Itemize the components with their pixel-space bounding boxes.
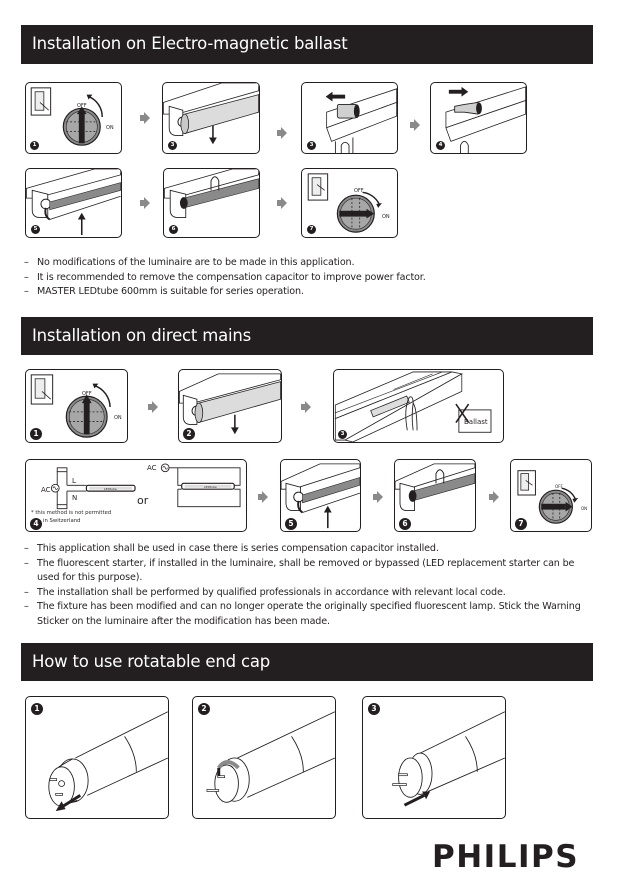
section-title: Installation on Electro-magnetic ballast [32,34,348,54]
next-arrow-icon [140,197,150,209]
live-label: L [72,477,76,485]
insert-tube-illustration [26,169,121,237]
remove-ballast-illustration [334,370,503,442]
dial-off-label: OFF [354,188,364,194]
section-header-end-cap [21,643,593,681]
next-arrow-icon [148,401,158,413]
em-step-4-insert-led-starter [430,82,527,154]
switch-dial-icon [302,169,397,237]
dm-step-6-rotate-tube [394,459,476,532]
em-step-7-switch-on [301,168,398,238]
dm-step-3-remove-ballast [333,369,504,443]
rotate-tube-illustration [164,169,259,237]
neutral-label: N [72,494,78,502]
section-header-em-ballast [21,25,593,64]
or-label: or [137,494,149,507]
endcap-step-2-rotate [192,696,336,819]
tube-label: LEDtube [104,487,117,491]
step-badge: 1 [30,141,39,150]
step-badge: 4 [30,518,42,530]
ac-label: AC [147,464,157,472]
dm-step-2-remove-tube [178,369,282,443]
em-ballast-notes [24,256,599,300]
endcap-step-1-pull [25,696,169,819]
section-title: How to use rotatable end cap [32,651,271,671]
step-badge: 1 [30,428,42,440]
step-badge: 3 [338,430,347,439]
section-header-direct-mains [21,317,593,355]
dm-step-1-switch-off [25,369,128,443]
next-arrow-icon [258,491,268,503]
dm-step-4-wiring-diagram [25,459,247,532]
step-badge: 3 [368,703,380,715]
remove-tube-illustration [163,83,259,153]
dm-step-5-insert-ledtube [280,459,361,532]
endcap-pull-illustration [26,697,168,818]
next-arrow-icon [410,119,420,131]
step-badge: 5 [285,518,297,530]
step-badge: 2 [183,428,195,440]
dial-on-label: ON [114,415,122,421]
step-badge: 4 [436,141,445,150]
note-item: – The fixture has been modified and can no longer operate the originally specified fluorescent lamp. Stick the Warning Sticker on the luminaire after the modification has been made. [24,600,599,629]
note-item: – The installation shall be performed by qualified professionals in accordance with relevant local code. [24,586,599,601]
step-badge: 5 [31,225,40,234]
switch-dial-icon [26,83,121,153]
next-arrow-icon [277,197,287,209]
direct-mains-notes [24,542,599,630]
em-step-3-remove-starter [301,82,398,154]
next-arrow-icon [489,491,499,503]
endcap-step-3-push [362,696,506,819]
note-item: – It is recommended to remove the compensation capacitor to improve power factor. [24,271,599,286]
step-badge: 1 [31,703,43,715]
ac-label: AC [41,486,51,494]
endcap-push-illustration [363,697,505,818]
next-arrow-icon [373,491,383,503]
philips-logo: PHILIPS [432,839,580,875]
step-badge: 3 [168,141,177,150]
remove-starter-illustration [302,83,397,153]
next-arrow-icon [277,127,287,139]
endcap-rotate-illustration [193,697,335,818]
step-badge: 7 [307,225,316,234]
next-arrow-icon [301,401,311,413]
step-badge: 6 [399,518,411,530]
footnote: * this method is not permitted [31,510,112,516]
section-title: Installation on direct mains [32,325,252,345]
dial-off-label: OFF [82,391,92,397]
em-step-2-remove-tube [162,82,260,154]
note-item: – No modifications of the luminaire are to be made in this application. [24,256,599,271]
insert-starter-illustration [431,83,526,153]
step-badge: 3 [307,141,316,150]
em-step-1-switch-off [25,82,122,154]
ballast-label: Ballast [464,418,488,426]
note-item: – The fluorescent starter, if installed in the luminaire, shall be removed or bypassed (LED replacement starter can be used for this purpose). [24,557,599,586]
step-badge: 6 [169,225,178,234]
dial-off-label: OFF [77,103,87,109]
note-item: – MASTER LEDtube 600mm is suitable for series operation. [24,285,599,300]
dial-on-label: ON [106,125,114,131]
step-badge: 7 [515,518,527,530]
step-badge: 2 [198,703,210,715]
footnote: in Switzerland [43,518,81,524]
dial-on-label: ON [581,506,588,511]
dial-off-label: OFF [555,484,563,489]
note-item: – This application shall be used in case there is series compensation capacitor installed. [24,542,599,557]
tube-label: LEDtube [204,485,217,489]
next-arrow-icon [140,112,150,124]
em-step-5-insert-ledtube [25,168,122,238]
dm-step-7-switch-on [510,459,592,532]
dial-on-label: ON [382,214,390,220]
em-step-6-rotate-tube [163,168,260,238]
